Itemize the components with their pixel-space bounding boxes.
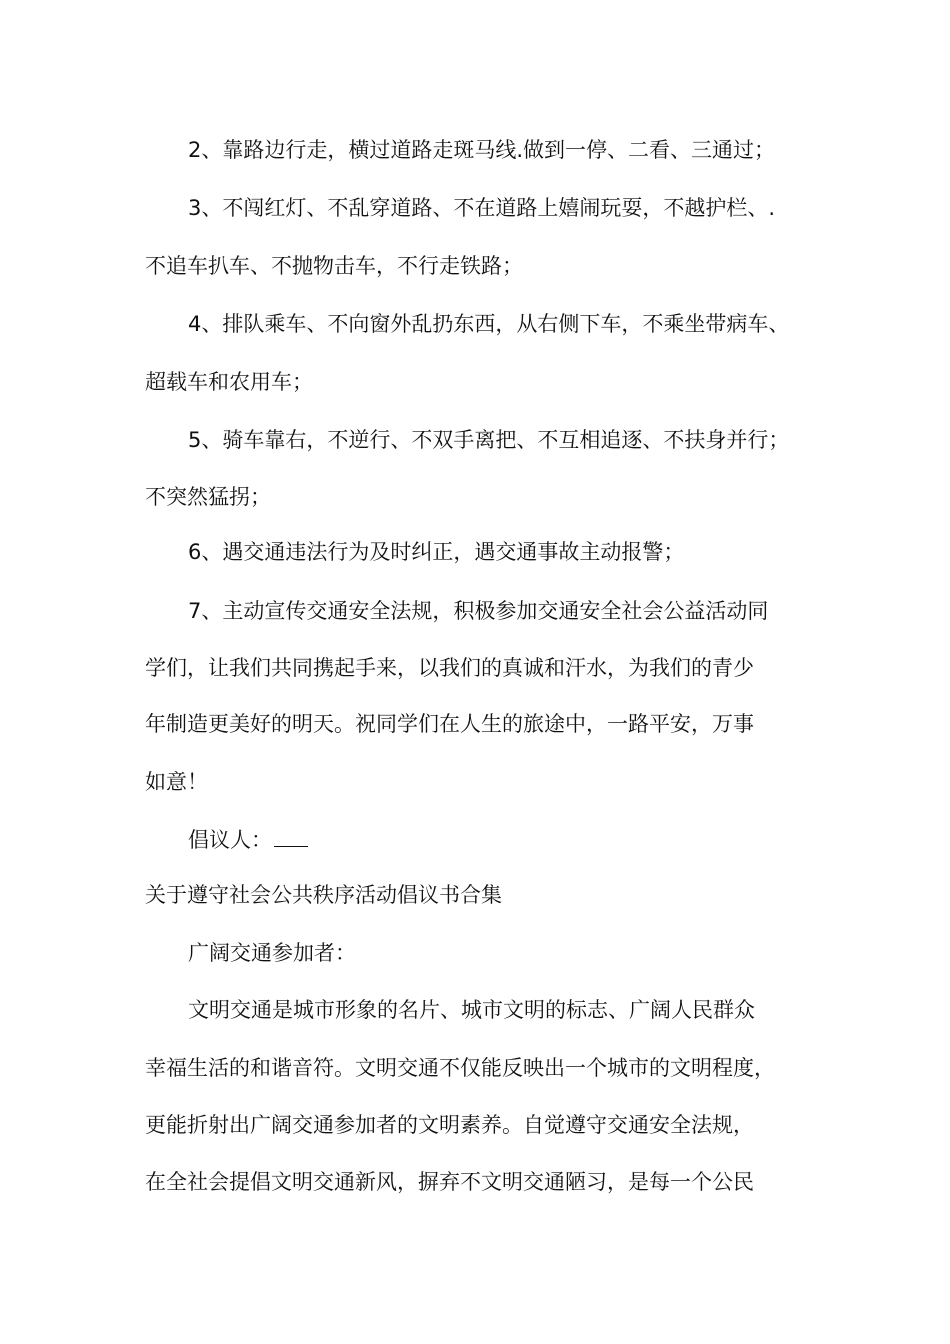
signer-label: 倡议人：	[188, 828, 272, 852]
signer-line	[188, 822, 308, 854]
item-5-line-2: 不突然猛拐；	[145, 485, 271, 509]
item-6-text: 6、遇交通违法行为及时纠正，遇交通事故主动报警；	[188, 540, 685, 564]
paragraph-line-2: 幸福生活的和谐音符。文明交通不仅能反映出一个城市的文明程度，	[145, 1056, 775, 1080]
salutation: 广阔交通参加者：	[188, 941, 356, 965]
item-5-line-1: 5、骑车靠右，不逆行、不双手离把、不互相追逐、不扶身并行；	[188, 428, 790, 452]
item-7-line-1: 7、主动宣传交通安全法规，积极参加交通安全社会公益活动同	[188, 599, 769, 623]
item-7-line-3: 年制造更美好的明天。祝同学们在人生的旅途中，一路平安，万事	[145, 712, 754, 736]
item-2-text: 2、靠路边行走，横过道路走斑马线.做到一停、二看、三通过；	[188, 138, 776, 162]
item-3-line-2: 不追车扒车、不抛物击车，不行走铁路；	[145, 254, 523, 278]
item-7-line-4: 如意！	[145, 770, 208, 794]
signature-blank	[274, 822, 308, 847]
item-4-line-2: 超载车和农用车；	[145, 370, 313, 394]
section-title: 关于遵守社会公共秩序活动倡议书合集	[145, 883, 502, 907]
item-4-line-1: 4、排队乘车、不向窗外乱扔东西，从右侧下车，不乘坐带病车、	[188, 312, 790, 336]
item-3-line-1: 3、不闯红灯、不乱穿道路、不在道路上嬉闹玩耍，不越护栏、.	[188, 196, 776, 220]
item-7-line-2: 学们，让我们共同携起手来，以我们的真诚和汗水，为我们的青少	[145, 656, 754, 680]
paragraph-line-1: 文明交通是城市形象的名片、城市文明的标志、广阔人民群众	[188, 998, 755, 1022]
paragraph-line-3: 更能折射出广阔交通参加者的文明素养。自觉遵守交通安全法规，	[145, 1113, 754, 1137]
paragraph-line-4: 在全社会提倡文明交通新风，摒弃不文明交通陋习，是每一个公民	[145, 1170, 754, 1194]
